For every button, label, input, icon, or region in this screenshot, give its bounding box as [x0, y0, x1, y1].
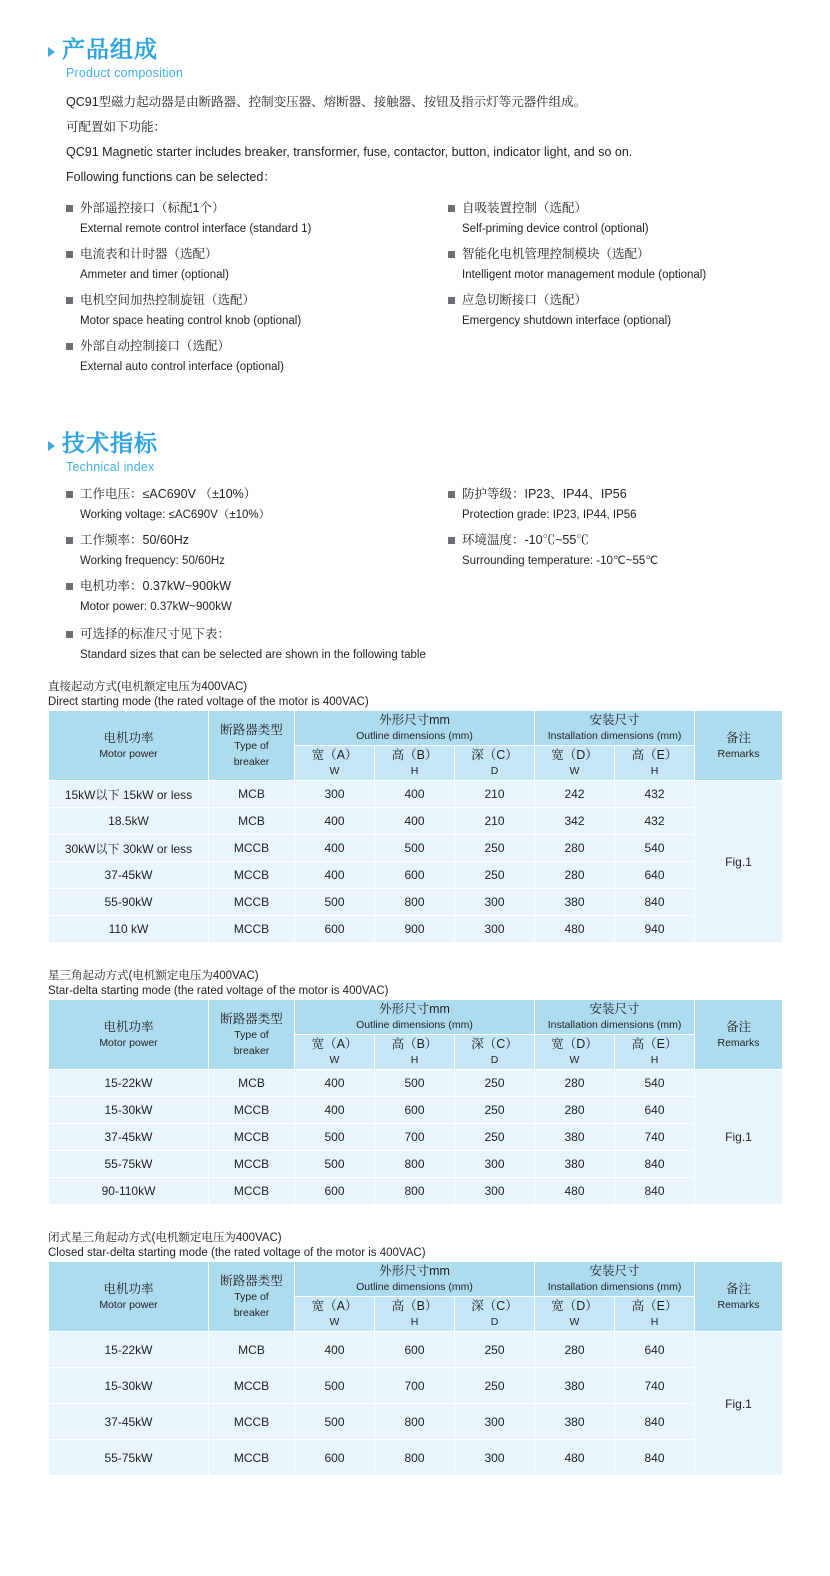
- table-caption-cn: 直接起动方式(电机额定电压为400VAC): [48, 681, 248, 693]
- product-paragraph-2: 可配置如下功能：: [66, 120, 167, 134]
- cell-install-height: 540: [615, 1070, 695, 1097]
- subheader-height-b: 高（B） H: [375, 746, 455, 781]
- cell-breaker: MCB: [209, 781, 295, 808]
- technical-index-heading: [0, 428, 830, 458]
- technical-column-left: [66, 484, 270, 622]
- cell-height: 500: [375, 1070, 455, 1097]
- header-remarks: 备注 Remarks: [695, 1000, 783, 1070]
- list-item: [448, 244, 706, 286]
- cell-install-height: 840: [615, 889, 695, 916]
- cell-depth: 210: [455, 808, 535, 835]
- table-header-row: [49, 1000, 783, 1035]
- cell-width: 400: [295, 1332, 375, 1368]
- technical-label-cn: 电机功率：0.37kW~900kW: [80, 579, 232, 593]
- cell-install-height: 740: [615, 1368, 695, 1404]
- cell-install-width: 280: [535, 1332, 615, 1368]
- header-motor-power: 电机功率 Motor power: [49, 1000, 209, 1070]
- cell-motor-power: 15-22kW: [49, 1070, 209, 1097]
- cell-motor-power: 55-90kW: [49, 889, 209, 916]
- cell-width: 300: [295, 781, 375, 808]
- cell-depth: 300: [455, 1151, 535, 1178]
- header-breaker-type: 断路器类型 Type of breaker: [209, 711, 295, 781]
- cell-height: 500: [375, 835, 455, 862]
- cell-height: 600: [375, 862, 455, 889]
- feature-label-cn: 智能化电机管理控制模块（选配）: [462, 247, 650, 261]
- cell-install-width: 342: [535, 808, 615, 835]
- feature-label-en: External remote control interface (standard 1): [80, 223, 312, 235]
- square-bullet-icon: [448, 491, 455, 498]
- cell-breaker: MCCB: [209, 1440, 295, 1476]
- cell-breaker: MCCB: [209, 1151, 295, 1178]
- cell-install-width: 280: [535, 835, 615, 862]
- cell-height: 800: [375, 1440, 455, 1476]
- subheader-depth-c: 深（C） D: [455, 1035, 535, 1070]
- cell-depth: 300: [455, 916, 535, 943]
- subheader-depth-c: 深（C） D: [455, 746, 535, 781]
- cell-install-height: 540: [615, 835, 695, 862]
- technical-label-cn: 工作电压：≤AC690V （±10%）: [80, 487, 257, 501]
- cell-remarks: Fig.1: [695, 1070, 783, 1205]
- feature-label-en: Self-priming device control (optional): [462, 223, 649, 235]
- cell-depth: 250: [455, 1097, 535, 1124]
- list-item: [448, 290, 706, 332]
- technical-label-en: Working voltage: ≤AC690V（±10%）: [80, 509, 271, 521]
- subheader-width-d: 宽（D） W: [535, 1035, 615, 1070]
- cell-width: 500: [295, 1404, 375, 1440]
- feature-label-en: External auto control interface (optional): [80, 361, 284, 373]
- feature-label-cn: 外部自动控制接口（选配）: [80, 339, 231, 353]
- header-breaker-type: 断路器类型 Type of breaker: [209, 1000, 295, 1070]
- cell-width: 400: [295, 1070, 375, 1097]
- standard-sizes-note: [0, 624, 830, 666]
- cell-install-height: 432: [615, 808, 695, 835]
- subheader-height-e: 高（E） H: [615, 1297, 695, 1332]
- table-caption-cn: 星三角起动方式(电机额定电压为400VAC): [48, 970, 259, 982]
- square-bullet-icon: [66, 343, 73, 350]
- section-title-en: Technical index: [66, 460, 155, 474]
- cell-install-height: 840: [615, 1151, 695, 1178]
- technical-label-cn: 防护等级：IP23、IP44、IP56: [462, 487, 627, 501]
- cell-width: 500: [295, 1151, 375, 1178]
- cell-install-width: 380: [535, 1368, 615, 1404]
- cell-install-height: 640: [615, 862, 695, 889]
- cell-breaker: MCCB: [209, 1368, 295, 1404]
- cell-height: 700: [375, 1368, 455, 1404]
- list-item: [66, 576, 270, 618]
- table-row: [49, 1332, 783, 1368]
- cell-motor-power: 37-45kW: [49, 1404, 209, 1440]
- header-remarks: 备注 Remarks: [695, 711, 783, 781]
- table-header-row: [49, 1262, 783, 1297]
- cell-depth: 210: [455, 781, 535, 808]
- cell-install-height: 840: [615, 1440, 695, 1476]
- subheader-width-d: 宽（D） W: [535, 746, 615, 781]
- cell-install-width: 480: [535, 916, 615, 943]
- cell-motor-power: 37-45kW: [49, 862, 209, 889]
- feature-label-en: Ammeter and timer (optional): [80, 269, 229, 281]
- product-feature-list: [0, 198, 830, 388]
- technical-label-en: Protection grade: IP23, IP44, IP56: [462, 509, 637, 521]
- product-paragraph-1: QC91型磁力起动器是由断路器、控制变压器、熔断器、接触器、按钮及指示灯等元器件组成。: [66, 95, 587, 109]
- cell-depth: 300: [455, 1404, 535, 1440]
- table-row: [49, 889, 783, 916]
- list-item: [66, 484, 270, 526]
- feature-label-cn: 电机空间加热控制旋钮（选配）: [80, 293, 256, 307]
- cell-motor-power: 55-75kW: [49, 1440, 209, 1476]
- cell-depth: 300: [455, 1440, 535, 1476]
- cell-breaker: MCCB: [209, 835, 295, 862]
- technical-label-en: Working frequency: 50/60Hz: [80, 555, 225, 567]
- square-bullet-icon: [66, 297, 73, 304]
- list-item: [66, 336, 311, 378]
- cell-motor-power: 110 kW: [49, 916, 209, 943]
- cell-install-height: 740: [615, 1124, 695, 1151]
- cell-height: 800: [375, 1178, 455, 1205]
- cell-install-height: 432: [615, 781, 695, 808]
- product-feature-column-left: [66, 198, 311, 382]
- header-outline-dimensions: 外形尺寸mm Outline dimensions (mm): [295, 1262, 535, 1297]
- table-row: [49, 1368, 783, 1404]
- cell-install-height: 640: [615, 1097, 695, 1124]
- square-bullet-icon: [66, 537, 73, 544]
- cell-install-width: 242: [535, 781, 615, 808]
- cell-motor-power: 18.5kW: [49, 808, 209, 835]
- product-paragraph-3: QC91 Magnetic starter includes breaker, transformer, fuse, contactor, button, indicator light, and so on.: [66, 145, 633, 159]
- technical-label-en: Motor power: 0.37kW~900kW: [80, 601, 232, 613]
- cell-install-width: 280: [535, 862, 615, 889]
- square-bullet-icon: [448, 537, 455, 544]
- table-row: [49, 1178, 783, 1205]
- cell-install-height: 840: [615, 1404, 695, 1440]
- technical-label-en: Surrounding temperature: -10℃~55℃: [462, 555, 659, 567]
- table-header-row: [49, 711, 783, 746]
- cell-breaker: MCCB: [209, 916, 295, 943]
- feature-label-en: Intelligent motor management module (optional): [462, 269, 707, 281]
- table-block-direct-start: [0, 680, 830, 943]
- product-feature-column-right: [448, 198, 706, 336]
- triangle-bullet-icon: [48, 47, 55, 57]
- cell-breaker: MCCB: [209, 862, 295, 889]
- header-outline-dimensions: 外形尺寸mm Outline dimensions (mm): [295, 1000, 535, 1035]
- cell-motor-power: 15kW以下 15kW or less: [49, 781, 209, 808]
- cell-height: 900: [375, 916, 455, 943]
- table-row: [49, 916, 783, 943]
- standard-sizes-note-cn: 可选择的标准尺寸见下表：: [80, 627, 231, 641]
- section-title-en: Product composition: [66, 66, 184, 80]
- spec-table-star-delta: [48, 999, 783, 1205]
- technical-label-cn: 工作频率：50/60Hz: [80, 533, 190, 547]
- section-product-composition: [0, 0, 830, 388]
- cell-depth: 250: [455, 835, 535, 862]
- cell-breaker: MCCB: [209, 1404, 295, 1440]
- subheader-width-a: 宽（A） W: [295, 1297, 375, 1332]
- square-bullet-icon: [448, 297, 455, 304]
- cell-breaker: MCCB: [209, 1097, 295, 1124]
- cell-install-height: 940: [615, 916, 695, 943]
- cell-height: 600: [375, 1332, 455, 1368]
- standard-sizes-note-en: Standard sizes that can be selected are shown in the following table: [80, 649, 426, 661]
- subheader-height-b: 高（B） H: [375, 1035, 455, 1070]
- cell-breaker: MCB: [209, 1070, 295, 1097]
- cell-depth: 250: [455, 1368, 535, 1404]
- cell-install-height: 640: [615, 1332, 695, 1368]
- table-block-closed-star-delta: [0, 1231, 830, 1476]
- table-caption-en: Direct starting mode (the rated voltage of the motor is 400VAC): [48, 696, 369, 708]
- cell-width: 400: [295, 862, 375, 889]
- cell-width: 400: [295, 808, 375, 835]
- product-paragraph-4: Following functions can be selected：: [66, 170, 276, 184]
- cell-install-width: 280: [535, 1070, 615, 1097]
- subheader-height-b: 高（B） H: [375, 1297, 455, 1332]
- section-technical-index: [0, 388, 830, 666]
- section-title-cn: 技术指标: [62, 430, 158, 456]
- table-row: [49, 781, 783, 808]
- cell-depth: 250: [455, 1070, 535, 1097]
- square-bullet-icon: [66, 251, 73, 258]
- cell-motor-power: 30kW以下 30kW or less: [49, 835, 209, 862]
- header-installation-dimensions: 安装尺寸 Installation dimensions (mm): [535, 1000, 695, 1035]
- feature-label-cn: 应急切断接口（选配）: [462, 293, 588, 307]
- spec-table-direct-start: [48, 710, 783, 943]
- cell-breaker: MCB: [209, 808, 295, 835]
- table-caption-en: Star-delta starting mode (the rated voltage of the motor is 400VAC): [48, 985, 389, 997]
- square-bullet-icon: [448, 205, 455, 212]
- table-row: [49, 1070, 783, 1097]
- subheader-width-a: 宽（A） W: [295, 1035, 375, 1070]
- feature-label-cn: 电流表和计时器（选配）: [80, 247, 218, 261]
- subheader-height-e: 高（E） H: [615, 746, 695, 781]
- cell-install-width: 380: [535, 1151, 615, 1178]
- header-motor-power: 电机功率 Motor power: [49, 711, 209, 781]
- technical-column-right: [448, 484, 658, 576]
- cell-motor-power: 90-110kW: [49, 1178, 209, 1205]
- table-block-star-delta: [0, 969, 830, 1205]
- table-row: [49, 808, 783, 835]
- triangle-bullet-icon: [48, 441, 55, 451]
- cell-remarks: Fig.1: [695, 781, 783, 943]
- cell-width: 500: [295, 889, 375, 916]
- header-installation-dimensions: 安装尺寸 Installation dimensions (mm): [535, 711, 695, 746]
- cell-motor-power: 37-45kW: [49, 1124, 209, 1151]
- cell-height: 800: [375, 1404, 455, 1440]
- cell-install-height: 840: [615, 1178, 695, 1205]
- technical-label-cn: 环境温度：-10℃~55℃: [462, 533, 589, 547]
- cell-height: 400: [375, 781, 455, 808]
- header-motor-power: 电机功率 Motor power: [49, 1262, 209, 1332]
- cell-depth: 250: [455, 1332, 535, 1368]
- cell-breaker: MCCB: [209, 1124, 295, 1151]
- table-caption-en: Closed star-delta starting mode (the rated voltage of the motor is 400VAC): [48, 1247, 426, 1259]
- table-row: [49, 1440, 783, 1476]
- cell-height: 700: [375, 1124, 455, 1151]
- square-bullet-icon: [66, 631, 73, 638]
- cell-height: 800: [375, 889, 455, 916]
- technical-index-list: [0, 484, 830, 614]
- cell-depth: 300: [455, 1178, 535, 1205]
- section-title-cn: 产品组成: [62, 36, 158, 62]
- subheader-height-e: 高（E） H: [615, 1035, 695, 1070]
- cell-install-width: 380: [535, 889, 615, 916]
- subheader-width-a: 宽（A） W: [295, 746, 375, 781]
- cell-breaker: MCCB: [209, 1178, 295, 1205]
- table-row: [49, 1124, 783, 1151]
- cell-motor-power: 55-75kW: [49, 1151, 209, 1178]
- list-item: [448, 484, 658, 526]
- cell-motor-power: 15-22kW: [49, 1332, 209, 1368]
- cell-remarks: Fig.1: [695, 1332, 783, 1476]
- feature-label-cn: 自吸装置控制（选配）: [462, 201, 588, 215]
- square-bullet-icon: [448, 251, 455, 258]
- list-item: [66, 530, 270, 572]
- subheader-depth-c: 深（C） D: [455, 1297, 535, 1332]
- square-bullet-icon: [66, 583, 73, 590]
- cell-width: 400: [295, 1097, 375, 1124]
- table-row: [49, 1404, 783, 1440]
- table-row: [49, 1151, 783, 1178]
- cell-depth: 250: [455, 1124, 535, 1151]
- feature-label-cn: 外部遥控接口（标配1个）: [80, 201, 225, 215]
- cell-breaker: MCCB: [209, 889, 295, 916]
- cell-depth: 250: [455, 862, 535, 889]
- list-item: [66, 198, 311, 240]
- cell-width: 600: [295, 1178, 375, 1205]
- cell-breaker: MCB: [209, 1332, 295, 1368]
- subheader-width-d: 宽（D） W: [535, 1297, 615, 1332]
- cell-width: 400: [295, 835, 375, 862]
- cell-width: 600: [295, 916, 375, 943]
- cell-depth: 300: [455, 889, 535, 916]
- table-row: [49, 862, 783, 889]
- header-remarks: 备注 Remarks: [695, 1262, 783, 1332]
- square-bullet-icon: [66, 491, 73, 498]
- table-row: [49, 1097, 783, 1124]
- cell-height: 800: [375, 1151, 455, 1178]
- cell-motor-power: 15-30kW: [49, 1097, 209, 1124]
- list-item: [448, 198, 706, 240]
- feature-label-en: Motor space heating control knob (optional): [80, 315, 302, 327]
- cell-width: 500: [295, 1124, 375, 1151]
- list-item: [448, 530, 658, 572]
- product-composition-heading: [0, 34, 830, 64]
- cell-width: 500: [295, 1368, 375, 1404]
- list-item: [66, 290, 311, 332]
- spec-table-closed-star-delta: [48, 1261, 783, 1476]
- cell-install-width: 480: [535, 1440, 615, 1476]
- feature-label-en: Emergency shutdown interface (optional): [462, 315, 672, 327]
- cell-width: 600: [295, 1440, 375, 1476]
- header-outline-dimensions: 外形尺寸mm Outline dimensions (mm): [295, 711, 535, 746]
- header-installation-dimensions: 安装尺寸 Installation dimensions (mm): [535, 1262, 695, 1297]
- cell-height: 400: [375, 808, 455, 835]
- cell-install-width: 380: [535, 1124, 615, 1151]
- square-bullet-icon: [66, 205, 73, 212]
- cell-height: 600: [375, 1097, 455, 1124]
- cell-install-width: 380: [535, 1404, 615, 1440]
- table-caption-cn: 闭式星三角起动方式(电机额定电压为400VAC): [48, 1232, 282, 1244]
- table-row: [49, 835, 783, 862]
- header-breaker-type: 断路器类型 Type of breaker: [209, 1262, 295, 1332]
- cell-install-width: 480: [535, 1178, 615, 1205]
- cell-install-width: 280: [535, 1097, 615, 1124]
- list-item: [66, 244, 311, 286]
- cell-motor-power: 15-30kW: [49, 1368, 209, 1404]
